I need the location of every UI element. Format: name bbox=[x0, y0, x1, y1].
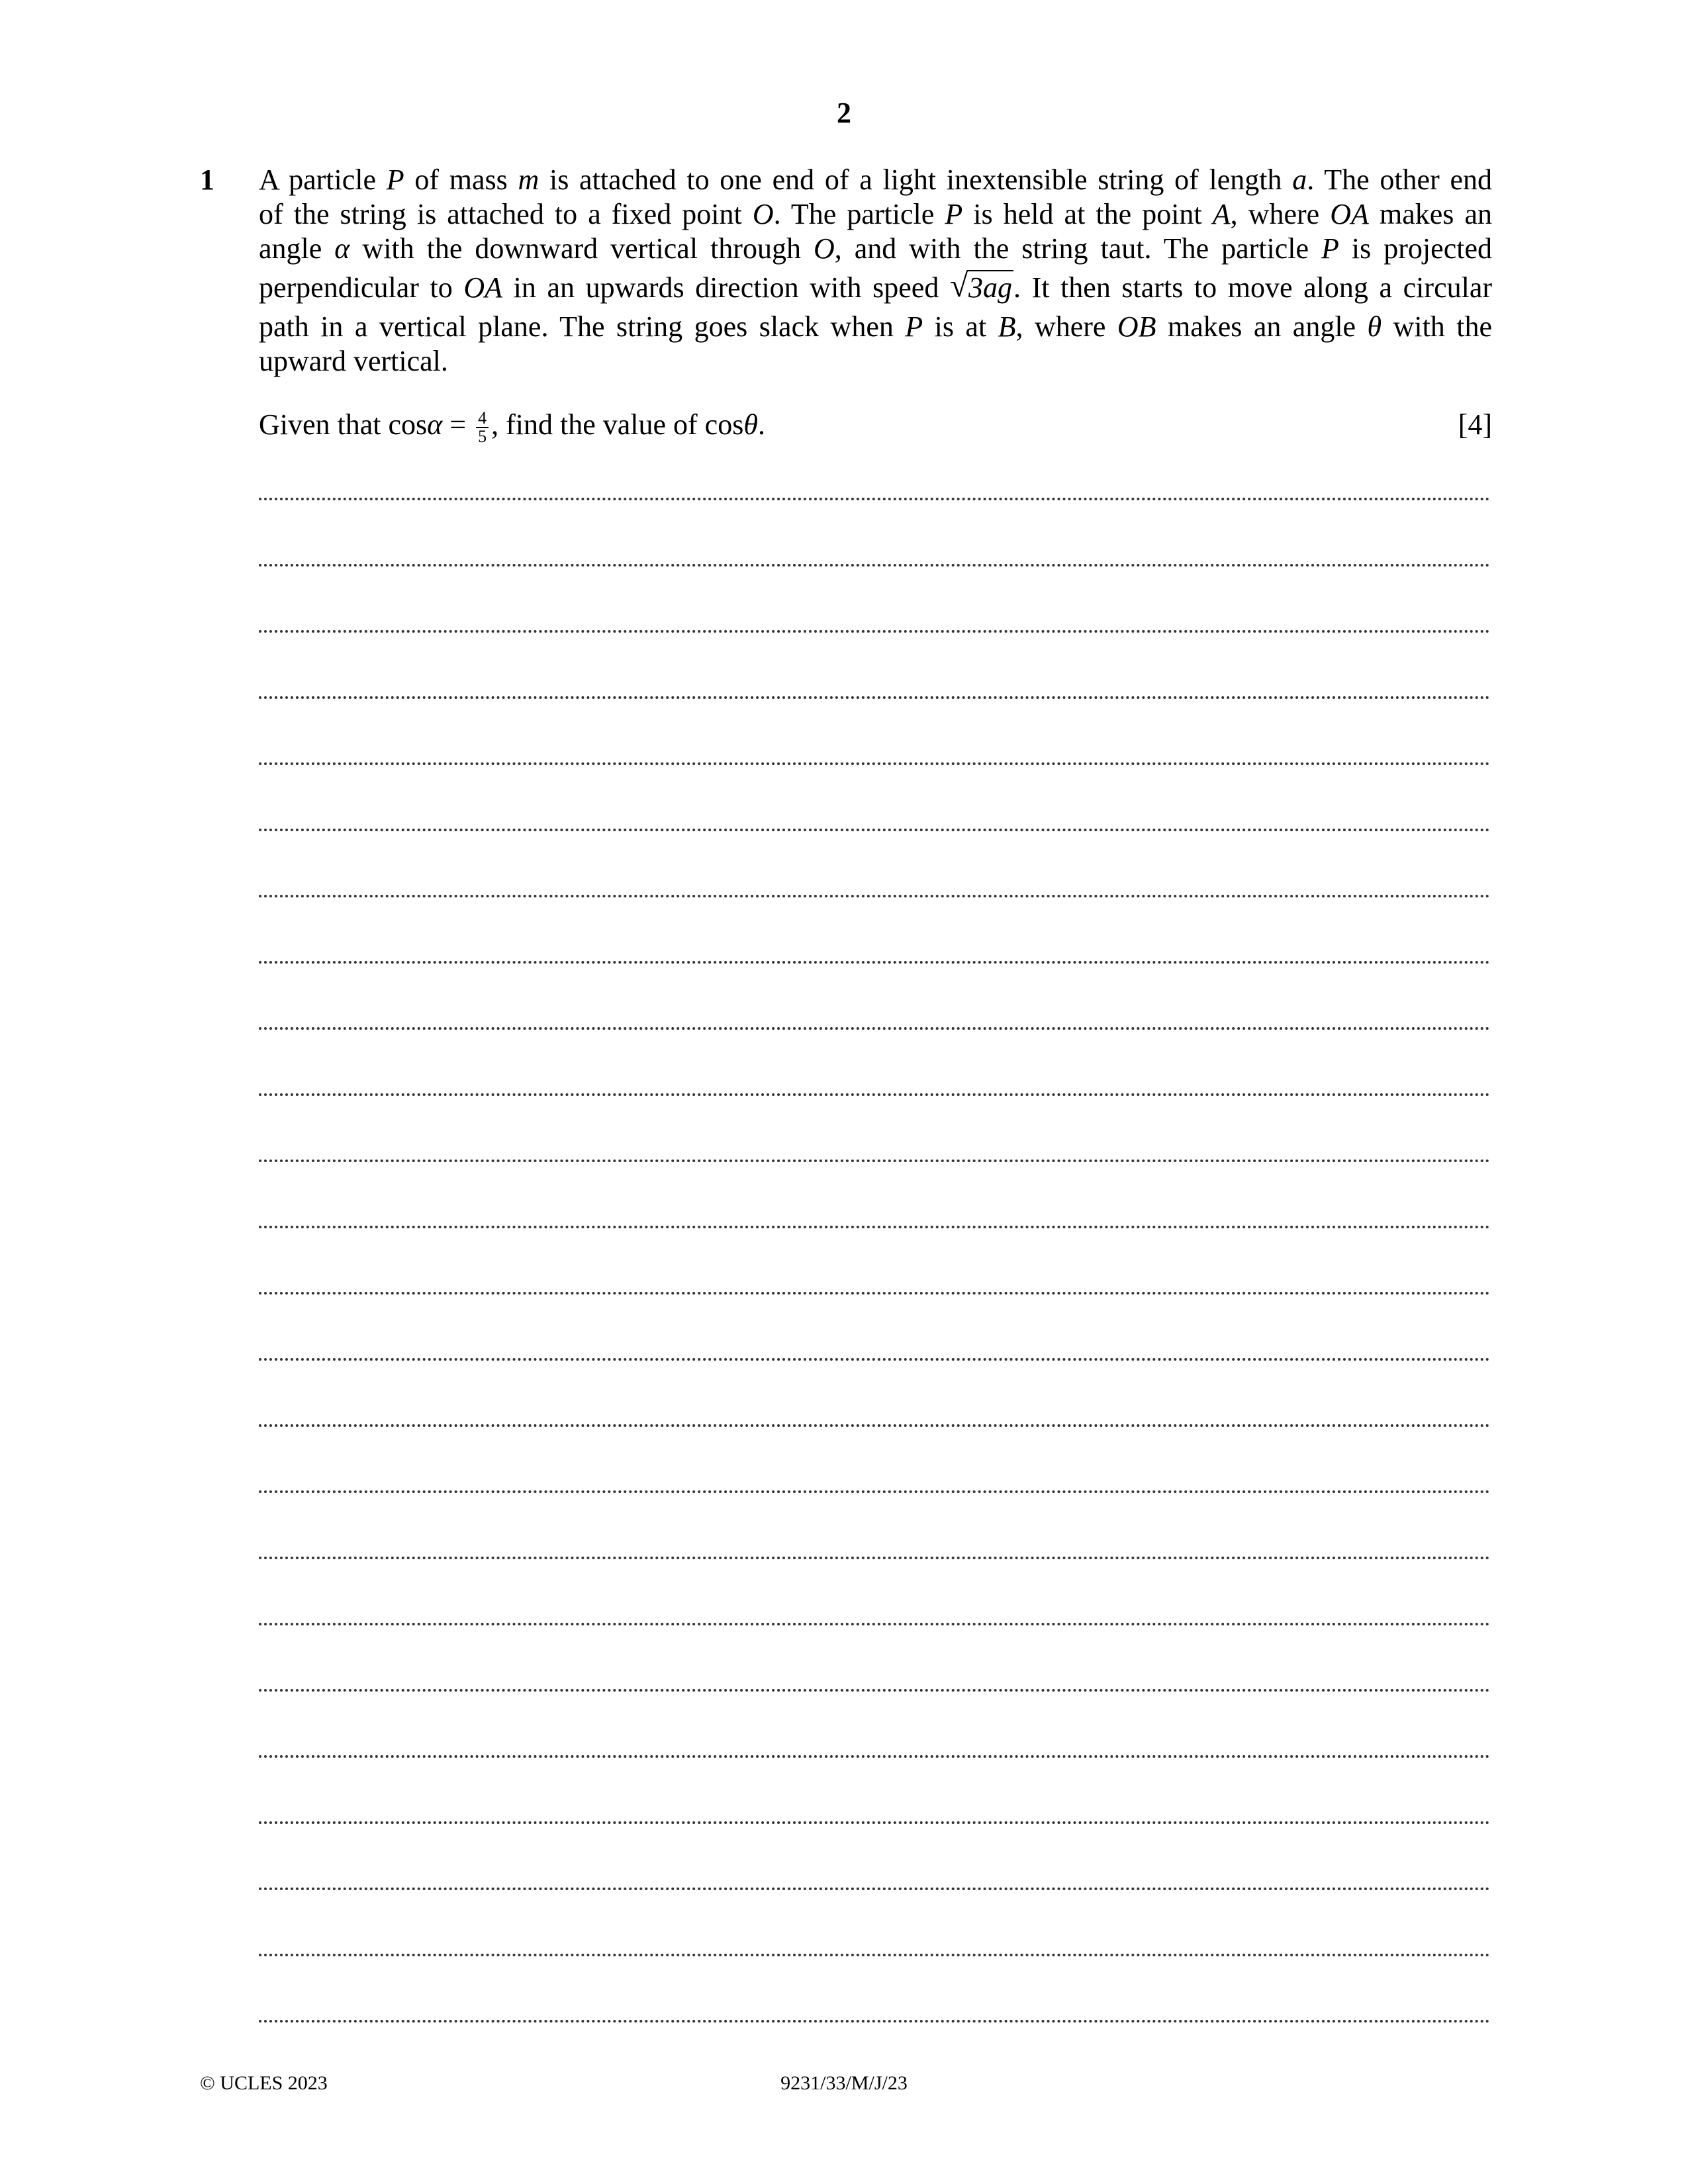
answer-line[interactable] bbox=[259, 1554, 1490, 1559]
math-variable: P bbox=[905, 310, 923, 343]
question-prompt bbox=[259, 405, 1492, 445]
alpha-symbol: α bbox=[427, 408, 443, 441]
answer-line[interactable] bbox=[259, 694, 1490, 699]
math-variable: θ bbox=[1367, 310, 1382, 343]
answer-line[interactable] bbox=[259, 1752, 1490, 1758]
copyright-notice: © UCLES 2023 bbox=[200, 2072, 328, 2094]
answer-line[interactable] bbox=[259, 1289, 1490, 1295]
marks-allocation: [4] bbox=[1458, 408, 1492, 441]
answer-line[interactable] bbox=[259, 1091, 1490, 1096]
answer-line[interactable] bbox=[259, 1819, 1490, 1824]
answer-line[interactable] bbox=[259, 1686, 1490, 1692]
math-variable: B bbox=[998, 310, 1016, 343]
answer-line[interactable] bbox=[259, 1885, 1490, 1890]
answer-line[interactable] bbox=[259, 2017, 1490, 2023]
math-variable: OB bbox=[1117, 310, 1156, 343]
question-line: path in a vertical plane. The string goes slack when P is at B, where OB makes an angle θ with the bbox=[259, 310, 1492, 343]
question-number: 1 bbox=[200, 163, 214, 196]
answer-line[interactable] bbox=[259, 958, 1490, 964]
equals-sign: = bbox=[442, 408, 474, 441]
answer-line[interactable] bbox=[259, 826, 1490, 831]
answer-line[interactable] bbox=[259, 1223, 1490, 1228]
math-variable: OA bbox=[1330, 198, 1369, 230]
question-text bbox=[259, 163, 1492, 379]
answer-line[interactable] bbox=[259, 495, 1490, 500]
radical-sign: √ bbox=[949, 267, 968, 304]
math-variable: m bbox=[518, 163, 539, 196]
question-line: A particle P of mass m is attached to one end of a light inextensible string of length a. The other end bbox=[259, 163, 1493, 196]
math-variable: P bbox=[945, 198, 963, 230]
prompt-suffix: , find the value of cos bbox=[491, 408, 744, 441]
math-variable: O bbox=[813, 232, 835, 265]
page-number: 2 bbox=[837, 97, 851, 129]
theta-symbol: θ bbox=[743, 408, 758, 441]
answer-area[interactable] bbox=[259, 463, 1490, 2023]
math-variable: P bbox=[386, 163, 404, 196]
fraction-numerator: 4 bbox=[476, 410, 489, 428]
question-line: perpendicular to OA in an upwards direction with speed √ 3ag. It then starts to move along a circular bbox=[259, 266, 1492, 310]
answer-line[interactable] bbox=[259, 1422, 1490, 1427]
math-variable: a bbox=[1292, 163, 1307, 196]
prompt-prefix: Given that cos bbox=[259, 408, 428, 441]
math-variable: P bbox=[1321, 232, 1339, 265]
fraction-denominator: 5 bbox=[478, 426, 487, 446]
answer-line[interactable] bbox=[259, 760, 1490, 765]
math-variable: OA bbox=[463, 271, 502, 304]
answer-line[interactable] bbox=[259, 1488, 1490, 1493]
paper-code: 9231/33/M/J/23 bbox=[780, 2072, 908, 2094]
math-variable: O bbox=[752, 198, 774, 230]
question-line: angle α with the downward vertical through O, and with the string taut. The particle P is projected bbox=[259, 232, 1492, 265]
answer-line[interactable] bbox=[259, 1355, 1490, 1361]
answer-line[interactable] bbox=[259, 627, 1490, 633]
answer-line[interactable] bbox=[259, 1024, 1490, 1030]
fraction bbox=[476, 410, 489, 445]
answer-line[interactable] bbox=[259, 892, 1490, 897]
math-variable: α bbox=[334, 232, 350, 265]
answer-line[interactable] bbox=[259, 1951, 1490, 1956]
radicand: 3ag bbox=[968, 271, 1012, 304]
prompt-end: . bbox=[757, 408, 765, 441]
answer-line[interactable] bbox=[259, 561, 1490, 567]
question-line: of the string is attached to a fixed point O. The particle P is held at the point A, where OA makes an bbox=[259, 198, 1493, 230]
math-variable: A bbox=[1212, 198, 1231, 230]
question-line: upward vertical. bbox=[259, 345, 448, 377]
answer-line[interactable] bbox=[259, 1157, 1490, 1162]
square-root bbox=[950, 266, 1013, 310]
answer-line[interactable] bbox=[259, 1620, 1490, 1625]
